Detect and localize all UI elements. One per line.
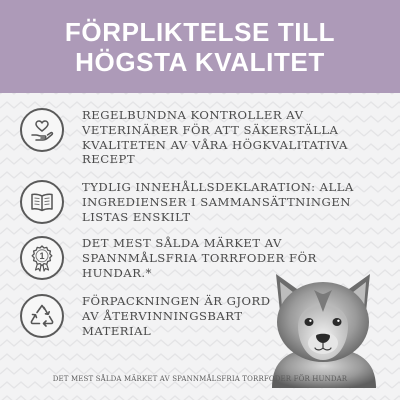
feature-text-line: HUNDAR.* xyxy=(82,265,152,280)
feature-vet-checks xyxy=(20,108,400,167)
feature-recyclable-packaging-text xyxy=(82,294,271,338)
feature-text-line: REGELBUNDNA KONTROLLER AV xyxy=(82,108,304,122)
puppy-photo xyxy=(258,268,388,388)
feature-text-line: TYDLIG INNEHÅLLSDEKLARATION: ALLA xyxy=(82,180,354,194)
feature-ingredient-declaration-text xyxy=(82,180,354,224)
feature-text-line: VETERINÄRER FÖR ATT SÄKERSTÄLLA xyxy=(82,122,339,137)
hand-heart-icon xyxy=(20,108,64,152)
feature-ingredient-declaration xyxy=(20,180,400,224)
feature-text-line: RECEPT xyxy=(82,152,136,167)
feature-vet-checks-text xyxy=(82,108,348,167)
header-title-line-2: HÖGSTA KVALITET xyxy=(75,46,325,77)
header-banner xyxy=(0,0,400,93)
footer-note: DET MEST SÅLDA MÄRKET AV SPANNMÅLSFRIA TORRFODER FÖR HUNDAR xyxy=(52,375,348,383)
feature-text-line: DET MEST SÅLDA MÄRKET AV xyxy=(82,236,282,250)
feature-text-line: MATERIAL xyxy=(82,323,152,338)
feature-text-line: AV ÅTERVINNINGSBART xyxy=(82,308,243,323)
feature-text-line: FÖRPACKNINGEN ÄR GJORD xyxy=(82,294,271,308)
open-book-icon xyxy=(20,180,64,224)
svg-text:1: 1 xyxy=(39,251,45,261)
recycle-icon xyxy=(20,294,64,338)
header-title-line-1: FÖRPLIKTELSE TILL xyxy=(64,16,336,47)
feature-text-line: LISTAS ENSKILT xyxy=(82,209,191,224)
feature-text-line: KVALITETEN AV VÅRA HÖGKVALITATIVA xyxy=(82,137,348,152)
feature-text-line: SPANNMÅLSFRIA TORRFODER FÖR xyxy=(82,250,317,265)
feature-text-line: INGREDIENSER I SAMMANSÄTTNINGEN xyxy=(82,194,351,209)
number-one-medal-icon xyxy=(20,236,64,280)
